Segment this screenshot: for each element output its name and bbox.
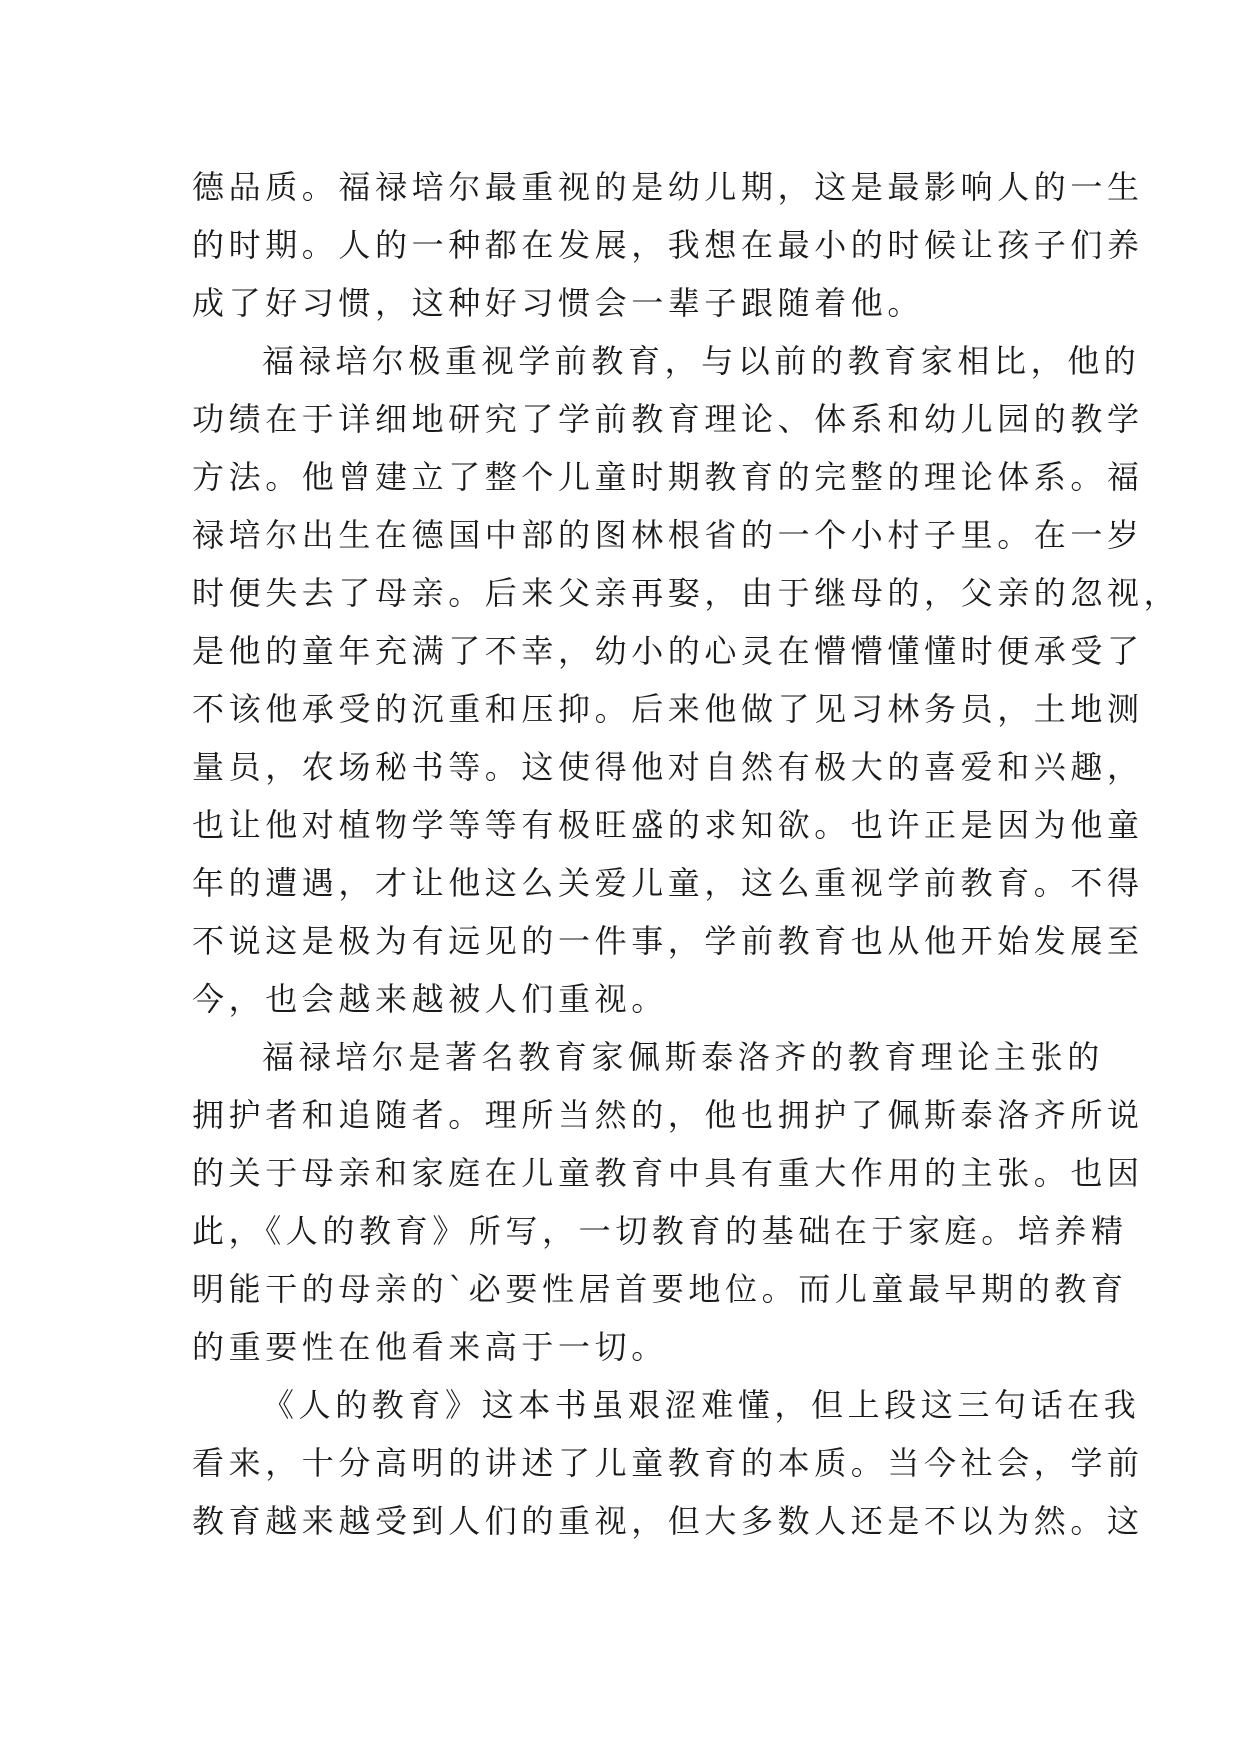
text-line: 也让他对植物学等等有极旺盛的求知欲。也许正是因为他童 — [192, 806, 1144, 844]
text-line: 成了好习惯，这种好习惯会一辈子跟随着他。 — [192, 284, 925, 322]
text-line: 不该他承受的沉重和压抑。后来他做了见习林务员，土地测 — [192, 690, 1144, 728]
text-line: 教育越来越受到人们的重视，但大多数人还是不以为然。这 — [192, 1502, 1144, 1540]
text-line: 不说这是极为有远见的一件事，学前教育也从他开始发展至 — [192, 922, 1144, 960]
text-line: 年的遭遇，才让他这么关爱儿童，这么重视学前教育。不得 — [192, 864, 1144, 902]
text-line: 功绩在于详细地研究了学前教育理论、体系和幼儿园的教学 — [192, 400, 1144, 438]
text-line: 方法。他曾建立了整个儿童时期教育的完整的理论体系。福 — [192, 458, 1144, 496]
text-line: 明能干的母亲的`必要性居首要地位。而儿童最早期的教育 — [192, 1270, 1128, 1308]
text-line: 是他的童年充满了不幸，幼小的心灵在懵懵懂懂时便承受了 — [192, 632, 1144, 670]
body-text — [192, 158, 1181, 1550]
text-line: 德品质。福禄培尔最重视的是幼儿期，这是最影响人的一生 — [192, 168, 1144, 206]
text-line: 今，也会越来越被人们重视。 — [192, 980, 668, 1018]
text-line: 量员，农场秘书等。这使得他对自然有极大的喜爱和兴趣， — [192, 748, 1144, 786]
text-line: 的重要性在他看来高于一切。 — [192, 1328, 668, 1366]
text-line: 禄培尔出生在德国中部的图林根省的一个小村子里。在一岁 — [192, 516, 1144, 554]
text-line: 时便失去了母亲。后来父亲再娶，由于继母的，父亲的忽视， — [192, 574, 1181, 612]
text-line: 的时期。人的一种都在发展，我想在最小的时候让孩子们养 — [192, 226, 1144, 264]
paragraph-start-line: 福禄培尔极重视学前教育，与以前的教育家相比，他的 — [262, 342, 1141, 380]
paragraph-start-line: 福禄培尔是著名教育家佩斯泰洛齐的教育理论主张的 — [262, 1038, 1104, 1076]
text-line: 拥护者和追随者。理所当然的，他也拥护了佩斯泰洛齐所说 — [192, 1096, 1144, 1134]
text-line: 的关于母亲和家庭在儿童教育中具有重大作用的主张。也因 — [192, 1154, 1144, 1192]
paragraph-start-line: 《人的教育》这本书虽艰涩难懂，但上段这三句话在我 — [262, 1386, 1141, 1424]
text-line: 此，《人的教育》所写，一切教育的基础在于家庭。培养精 — [192, 1212, 1128, 1250]
text-line: 看来，十分高明的讲述了儿童教育的本质。当今社会，学前 — [192, 1444, 1144, 1482]
